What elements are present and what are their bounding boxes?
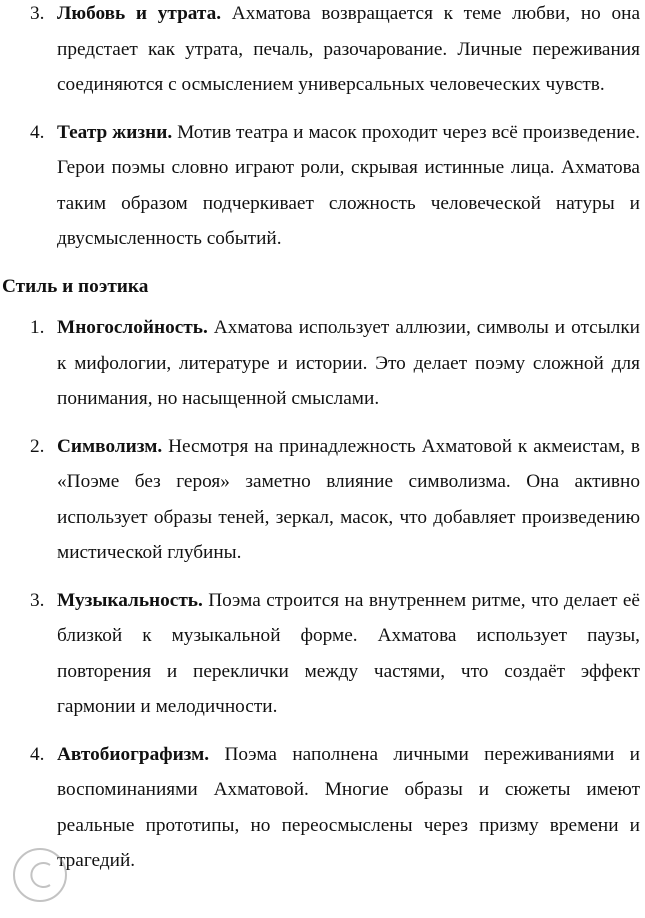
list-item: [0, 310, 645, 417]
section-heading: Стиль и поэтика: [2, 275, 149, 297]
item-title: Многослойность.: [57, 317, 208, 338]
item-number: 3.: [30, 3, 45, 24]
item-title: Любовь и утрата.: [57, 3, 222, 24]
list-item: [0, 115, 645, 257]
item-number: 4.: [30, 743, 45, 765]
themes-list: [0, 0, 645, 257]
item-title: Театр жизни.: [57, 121, 173, 143]
item-title: Символизм.: [57, 435, 163, 457]
list-item: [0, 429, 645, 571]
item-text: Ахматова использует аллюзии, символы и отсылки к мифологии, литературе и истории. Это делает поэму сложной для понимания, но насыщенной смыслами.: [57, 317, 640, 409]
item-number: 1.: [30, 317, 45, 338]
item-title: Музыкальность.: [57, 589, 203, 611]
style-list: [0, 310, 645, 879]
list-item: [0, 737, 645, 879]
list-item: [0, 583, 645, 725]
item-text: Несмотря на принадлежность Ахматовой к акмеистам, в «Поэме без героя» заметно влияние символизма. Она активно использует образы теней, зеркал, масок, что добавляет произведению мистической глубины.: [57, 435, 640, 563]
item-text: Мотив театра и масок проходит через всё произведение. Герои поэмы словно играют роли, скрывая истинные лица. Ахматова таким образом подчеркивает сложность человеческой натуры и двусмысленность событий.: [57, 121, 641, 249]
item-number: 2.: [30, 435, 45, 457]
list-item: [0, 0, 645, 103]
item-text: Поэма строится на внутреннем ритме, что делает её близкой к музыкальной форме. Ахматова использует паузы, повторения и переклички между частями, что создаёт эффект гармонии и мелодичности.: [57, 589, 640, 717]
item-number: 3.: [30, 589, 45, 611]
item-title: Автобиографизм.: [57, 743, 210, 765]
item-text: Поэма наполнена личными переживаниями и воспоминаниями Ахматовой. Многие образы и сюжеты имеют реальные прототипы, но переосмыслены через призму времени и трагедий.: [57, 743, 640, 871]
item-number: 4.: [30, 121, 45, 143]
item-text: Ахматова возвращается к теме любви, но она предстает как утрата, печаль, разочарование. Личные переживания соединяются с осмыслением универсальных человеческих чувств.: [57, 3, 641, 95]
